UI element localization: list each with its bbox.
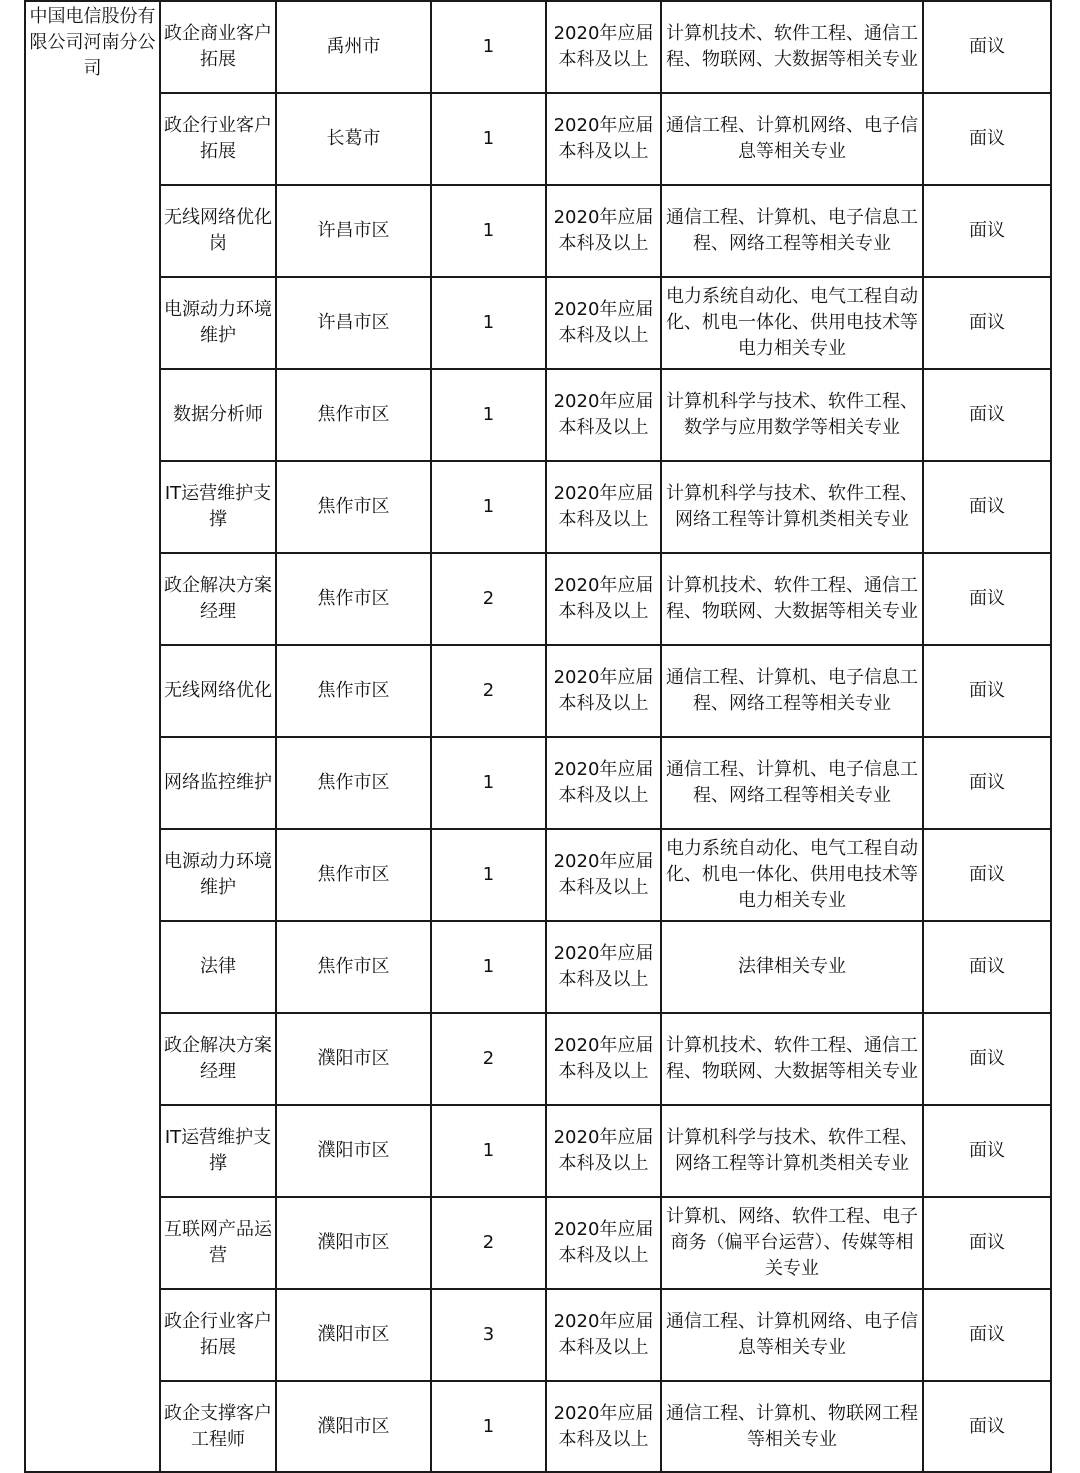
major-cell: 电力系统自动化、电气工程自动化、机电一体化、供用电技术等电力相关专业	[661, 829, 923, 921]
salary-cell: 面议	[923, 185, 1051, 277]
education-cell: 2020年应届本科及以上	[546, 1013, 661, 1105]
count-cell: 1	[431, 93, 546, 185]
table-row	[25, 93, 1051, 185]
count-cell: 1	[431, 737, 546, 829]
education-cell: 2020年应届本科及以上	[546, 737, 661, 829]
major-cell: 法律相关专业	[661, 921, 923, 1013]
position-cell: 互联网产品运营	[160, 1197, 276, 1289]
count-cell: 1	[431, 461, 546, 553]
count-cell: 1	[431, 1105, 546, 1197]
count-cell: 1	[431, 921, 546, 1013]
education-cell: 2020年应届本科及以上	[546, 921, 661, 1013]
table-body	[25, 1, 1051, 1472]
education-cell: 2020年应届本科及以上	[546, 645, 661, 737]
table-row	[25, 1013, 1051, 1105]
education-cell: 2020年应届本科及以上	[546, 553, 661, 645]
location-cell: 焦作市区	[276, 829, 431, 921]
major-cell: 通信工程、计算机、电子信息工程、网络工程等相关专业	[661, 645, 923, 737]
major-cell: 计算机科学与技术、软件工程、数学与应用数学等相关专业	[661, 369, 923, 461]
salary-cell: 面议	[923, 921, 1051, 1013]
table-row	[25, 1105, 1051, 1197]
salary-cell: 面议	[923, 277, 1051, 369]
table-row	[25, 369, 1051, 461]
major-cell: 通信工程、计算机、电子信息工程、网络工程等相关专业	[661, 185, 923, 277]
position-cell: 政企行业客户拓展	[160, 93, 276, 185]
salary-cell: 面议	[923, 1289, 1051, 1381]
position-cell: 政企解决方案经理	[160, 553, 276, 645]
position-cell: 政企解决方案经理	[160, 1013, 276, 1105]
table-row	[25, 1289, 1051, 1381]
education-cell: 2020年应届本科及以上	[546, 1197, 661, 1289]
count-cell: 1	[431, 185, 546, 277]
position-cell: 无线网络优化岗	[160, 185, 276, 277]
location-cell: 焦作市区	[276, 369, 431, 461]
table-row	[25, 277, 1051, 369]
position-cell: 政企商业客户拓展	[160, 1, 276, 93]
salary-cell: 面议	[923, 737, 1051, 829]
count-cell: 1	[431, 369, 546, 461]
education-cell: 2020年应届本科及以上	[546, 461, 661, 553]
count-cell: 1	[431, 1381, 546, 1472]
major-cell: 计算机技术、软件工程、通信工程、物联网、大数据等相关专业	[661, 1, 923, 93]
education-cell: 2020年应届本科及以上	[546, 1381, 661, 1472]
education-cell: 2020年应届本科及以上	[546, 277, 661, 369]
salary-cell: 面议	[923, 1197, 1051, 1289]
salary-cell: 面议	[923, 1105, 1051, 1197]
salary-cell: 面议	[923, 461, 1051, 553]
major-cell: 计算机技术、软件工程、通信工程、物联网、大数据等相关专业	[661, 1013, 923, 1105]
salary-cell: 面议	[923, 1, 1051, 93]
recruitment-table	[24, 0, 1052, 1473]
location-cell: 许昌市区	[276, 185, 431, 277]
salary-cell: 面议	[923, 1013, 1051, 1105]
location-cell: 焦作市区	[276, 645, 431, 737]
major-cell: 通信工程、计算机网络、电子信息等相关专业	[661, 1289, 923, 1381]
count-cell: 3	[431, 1289, 546, 1381]
major-cell: 计算机、网络、软件工程、电子商务（偏平台运营）、传媒等相关专业	[661, 1197, 923, 1289]
position-cell: 电源动力环境维护	[160, 829, 276, 921]
major-cell: 电力系统自动化、电气工程自动化、机电一体化、供用电技术等电力相关专业	[661, 277, 923, 369]
salary-cell: 面议	[923, 645, 1051, 737]
table-row	[25, 185, 1051, 277]
salary-cell: 面议	[923, 553, 1051, 645]
table-row	[25, 829, 1051, 921]
education-cell: 2020年应届本科及以上	[546, 1105, 661, 1197]
count-cell: 1	[431, 277, 546, 369]
location-cell: 濮阳市区	[276, 1013, 431, 1105]
education-cell: 2020年应届本科及以上	[546, 829, 661, 921]
table-row	[25, 1, 1051, 93]
location-cell: 长葛市	[276, 93, 431, 185]
position-cell: 无线网络优化	[160, 645, 276, 737]
education-cell: 2020年应届本科及以上	[546, 369, 661, 461]
major-cell: 计算机技术、软件工程、通信工程、物联网、大数据等相关专业	[661, 553, 923, 645]
position-cell: IT运营维护支撑	[160, 1105, 276, 1197]
count-cell: 2	[431, 1197, 546, 1289]
table-row	[25, 553, 1051, 645]
table-row	[25, 461, 1051, 553]
company-cell: 中国电信股份有限公司河南分公司	[25, 1, 160, 1472]
education-cell: 2020年应届本科及以上	[546, 185, 661, 277]
salary-cell: 面议	[923, 93, 1051, 185]
salary-cell: 面议	[923, 1381, 1051, 1472]
recruitment-table-sheet	[24, 0, 1050, 1473]
location-cell: 焦作市区	[276, 553, 431, 645]
major-cell: 计算机科学与技术、软件工程、网络工程等计算机类相关专业	[661, 461, 923, 553]
location-cell: 焦作市区	[276, 737, 431, 829]
location-cell: 濮阳市区	[276, 1197, 431, 1289]
table-row	[25, 1381, 1051, 1472]
location-cell: 许昌市区	[276, 277, 431, 369]
major-cell: 通信工程、计算机、物联网工程等相关专业	[661, 1381, 923, 1472]
location-cell: 濮阳市区	[276, 1381, 431, 1472]
table-row	[25, 921, 1051, 1013]
major-cell: 通信工程、计算机网络、电子信息等相关专业	[661, 93, 923, 185]
education-cell: 2020年应届本科及以上	[546, 1289, 661, 1381]
count-cell: 1	[431, 829, 546, 921]
location-cell: 焦作市区	[276, 921, 431, 1013]
count-cell: 2	[431, 553, 546, 645]
major-cell: 计算机科学与技术、软件工程、网络工程等计算机类相关专业	[661, 1105, 923, 1197]
position-cell: 电源动力环境维护	[160, 277, 276, 369]
position-cell: 数据分析师	[160, 369, 276, 461]
position-cell: 政企行业客户拓展	[160, 1289, 276, 1381]
salary-cell: 面议	[923, 369, 1051, 461]
count-cell: 1	[431, 1, 546, 93]
count-cell: 2	[431, 1013, 546, 1105]
location-cell: 焦作市区	[276, 461, 431, 553]
salary-cell: 面议	[923, 829, 1051, 921]
table-row	[25, 1197, 1051, 1289]
education-cell: 2020年应届本科及以上	[546, 93, 661, 185]
location-cell: 濮阳市区	[276, 1105, 431, 1197]
education-cell: 2020年应届本科及以上	[546, 1, 661, 93]
position-cell: 政企支撑客户工程师	[160, 1381, 276, 1472]
table-row	[25, 645, 1051, 737]
position-cell: 网络监控维护	[160, 737, 276, 829]
table-row	[25, 737, 1051, 829]
count-cell: 2	[431, 645, 546, 737]
position-cell: IT运营维护支撑	[160, 461, 276, 553]
major-cell: 通信工程、计算机、电子信息工程、网络工程等相关专业	[661, 737, 923, 829]
position-cell: 法律	[160, 921, 276, 1013]
location-cell: 濮阳市区	[276, 1289, 431, 1381]
location-cell: 禹州市	[276, 1, 431, 93]
